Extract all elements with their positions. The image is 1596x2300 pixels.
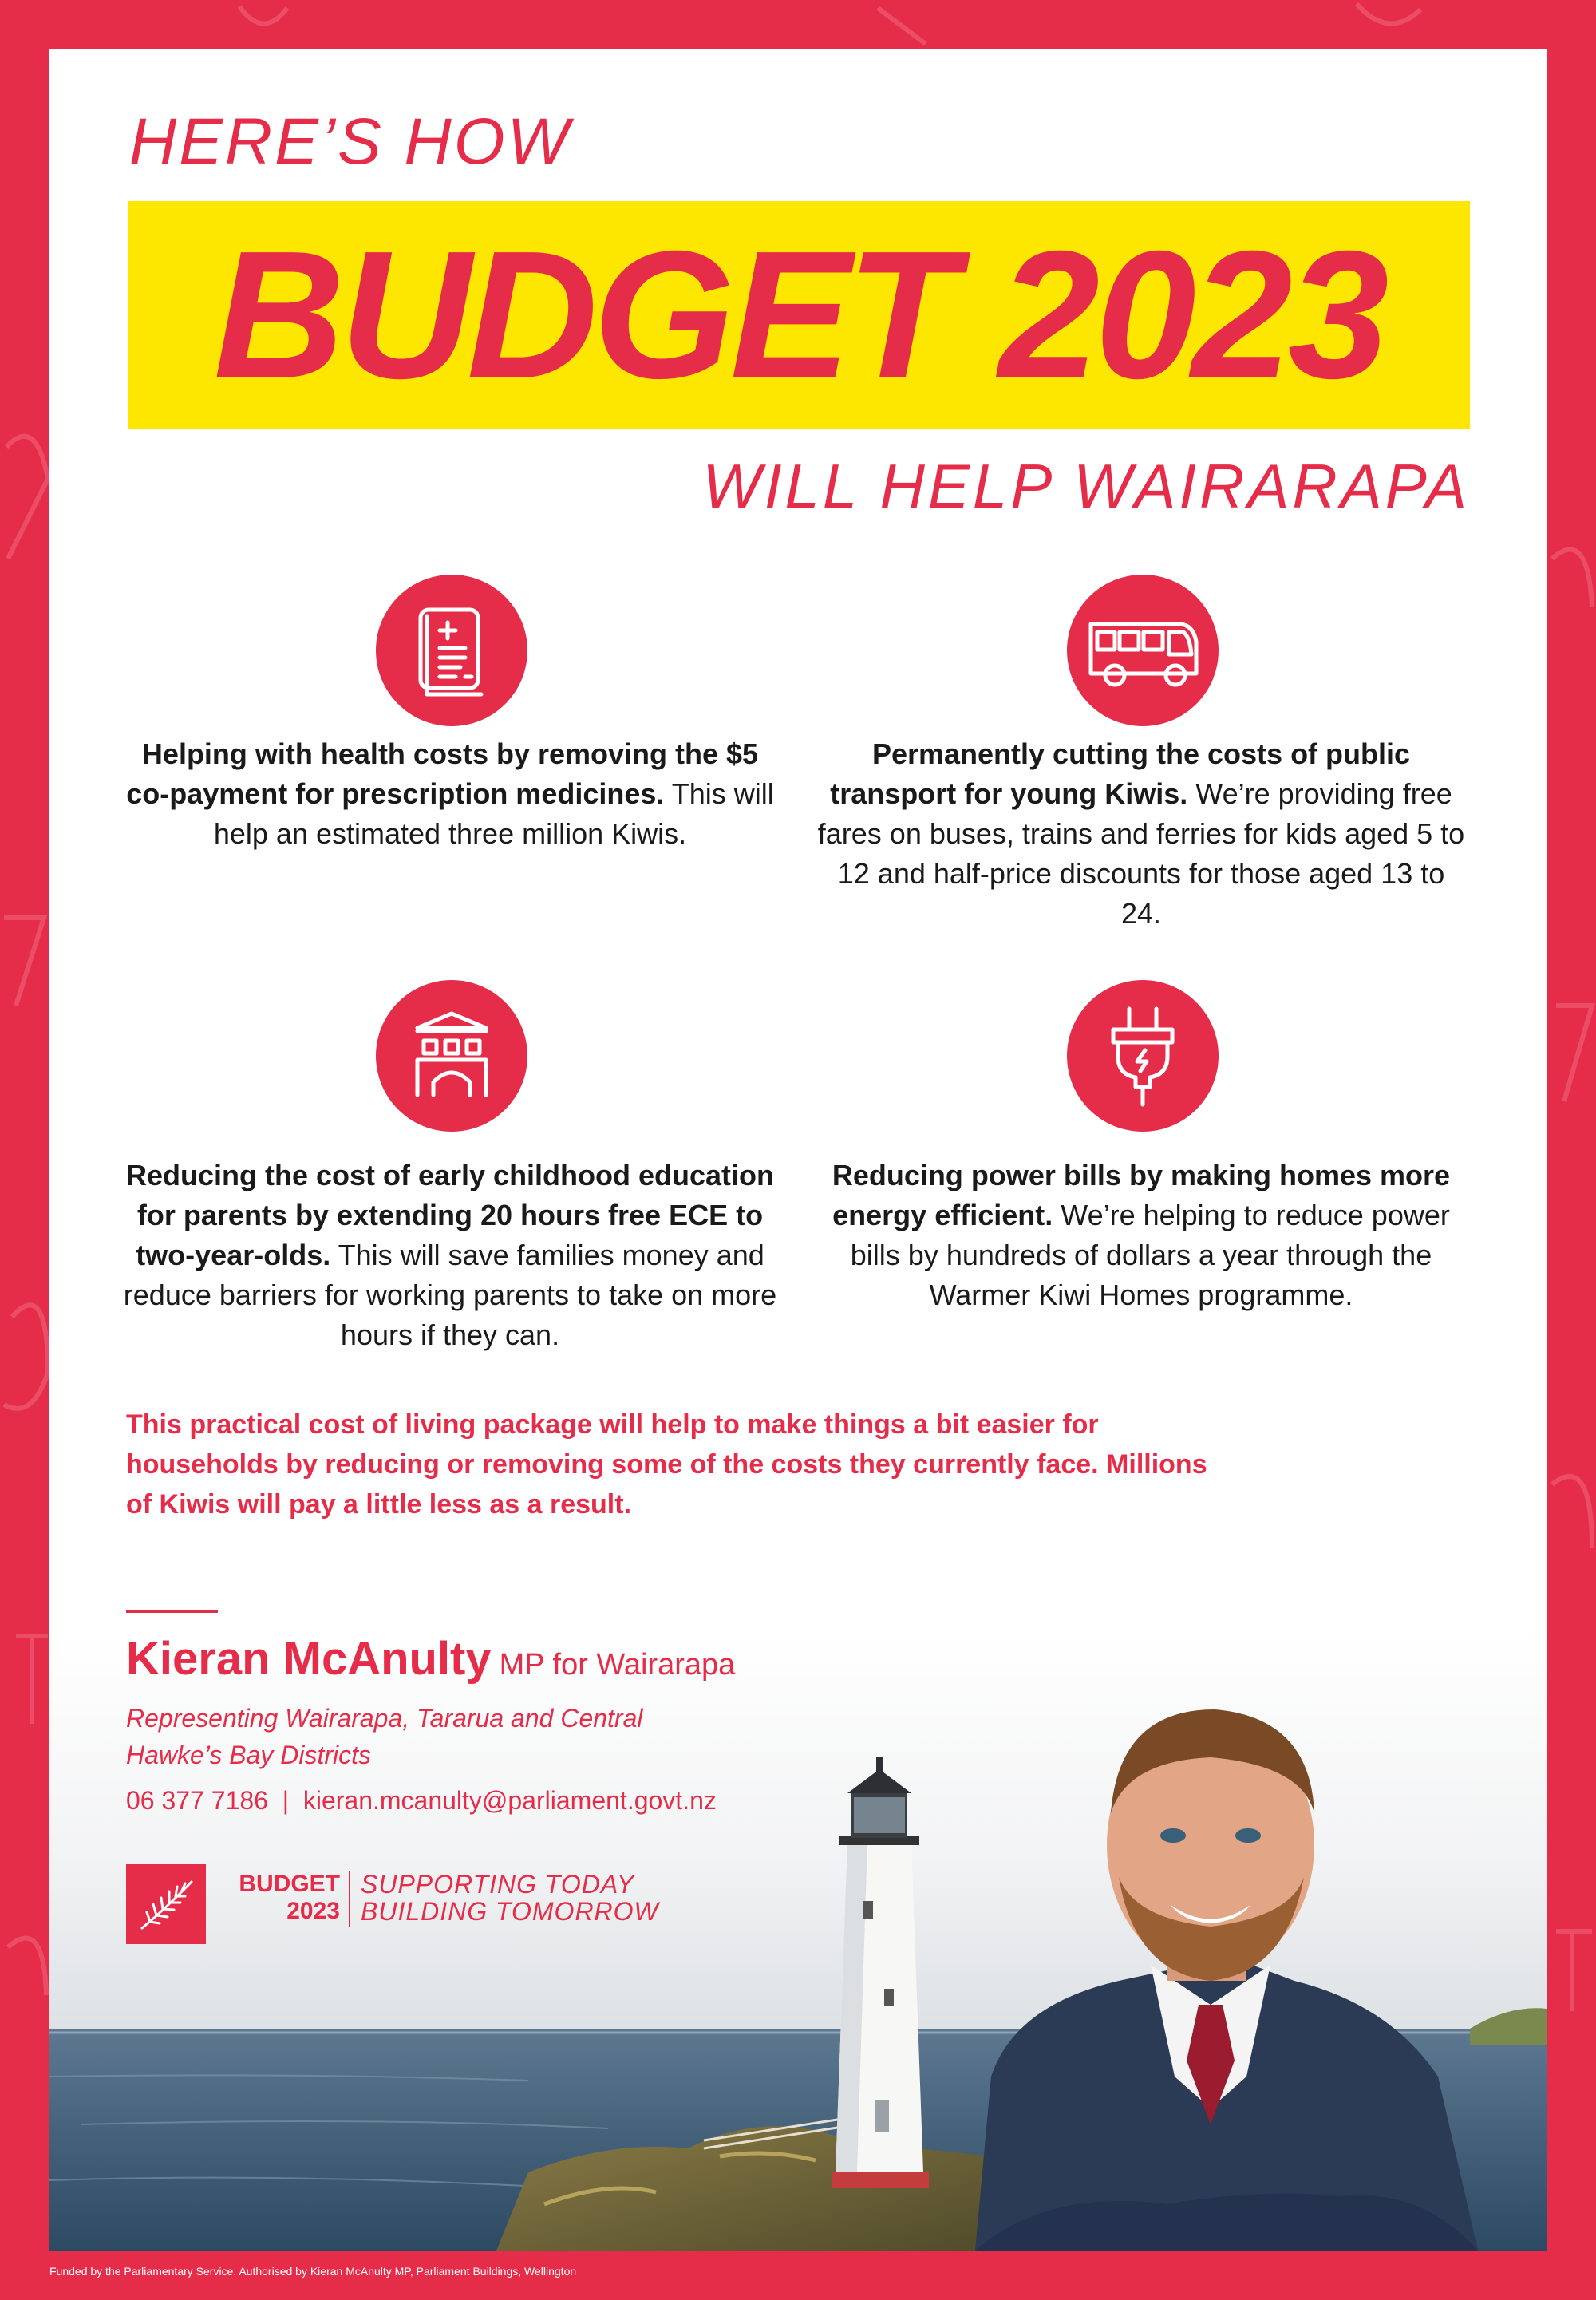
early-childhood-building-icon <box>376 980 527 1132</box>
budget-logo-wordmark <box>220 1871 340 1925</box>
feature-health-costs-text: This will help an estimated three million Kiwis. <box>213 777 774 850</box>
content-panel <box>49 49 1547 2251</box>
logo-divider <box>349 1871 350 1927</box>
heading-subtitle: WILL HELP WAIRARAPA <box>702 451 1470 521</box>
budget-tagline <box>361 1871 659 1925</box>
contact-separator: | <box>282 1786 290 1815</box>
heading-kicker: HERE’S HOW <box>129 105 571 178</box>
prescription-icon <box>376 575 527 726</box>
feature-power-bills <box>814 1156 1468 1315</box>
authorisation-footer: Funded by the Parliamentary Service. Authorised by Kieran McAnulty MP, Parliament Buildings, Wellington <box>49 2265 577 2278</box>
divider-rule <box>126 1610 218 1613</box>
power-plug-icon <box>1067 980 1219 1132</box>
mp-name: Kieran McAnulty <box>126 1633 492 1685</box>
budget-logo-word: BUDGET <box>239 1871 340 1897</box>
mp-email: kieran.mcanulty@parliament.govt.nz <box>302 1786 717 1815</box>
page-title: BUDGET 2023 <box>213 214 1385 417</box>
mp-role: MP for Wairarapa <box>499 1648 736 1682</box>
feature-power-bills-heading: Reducing power bills by making homes more energy efficient. <box>832 1159 1451 1231</box>
budget-logo-year: 2023 <box>286 1898 340 1924</box>
feature-early-childhood-heading: Reducing the cost of early childhood education for parents by extending 20 hours free ECE to two-year-olds. <box>125 1159 775 1271</box>
feature-health-costs-heading: Helping with health costs by removing the $5 co-payment for prescription medicines. <box>126 737 759 810</box>
title-banner <box>128 201 1470 429</box>
bus-icon <box>1067 575 1219 726</box>
feature-power-bills-text: We’re helping to reduce power bills by hundreds of dollars a year through the Warmer Kiwi Homes programme. <box>850 1199 1450 1311</box>
feature-public-transport-text: We’re providing free fares on buses, trains and ferries for kids aged 5 to 12 and half-price discounts for those aged 13 to 24. <box>817 777 1465 930</box>
feature-early-childhood <box>123 1156 777 1355</box>
summary-statement: This practical cost of living package will help to make things a bit easier for households by reducing or removing some of the costs they currently face. Millions of Kiwis will pay a little less as a result. <box>126 1409 1207 1520</box>
feature-public-transport-heading: Permanently cutting the costs of public transport for young Kiwis. <box>830 737 1411 810</box>
feature-early-childhood-text: This will save families money and reduce barriers for working parents to take on more hours if they can. <box>123 1239 777 1351</box>
feature-health-costs <box>123 734 777 854</box>
tagline-line-2: BUILDING TOMORROW <box>361 1897 659 1926</box>
mp-representing: Representing Wairarapa, Tararua and Central Hawke’s Bay Districts <box>126 1704 643 1769</box>
mp-heading <box>126 1633 736 1685</box>
mp-phone: 06 377 7186 <box>126 1786 268 1815</box>
feature-public-transport <box>814 734 1468 934</box>
mp-contact <box>126 1788 717 1813</box>
silver-fern-icon <box>126 1864 206 1944</box>
tagline-line-1: SUPPORTING TODAY <box>361 1870 635 1899</box>
